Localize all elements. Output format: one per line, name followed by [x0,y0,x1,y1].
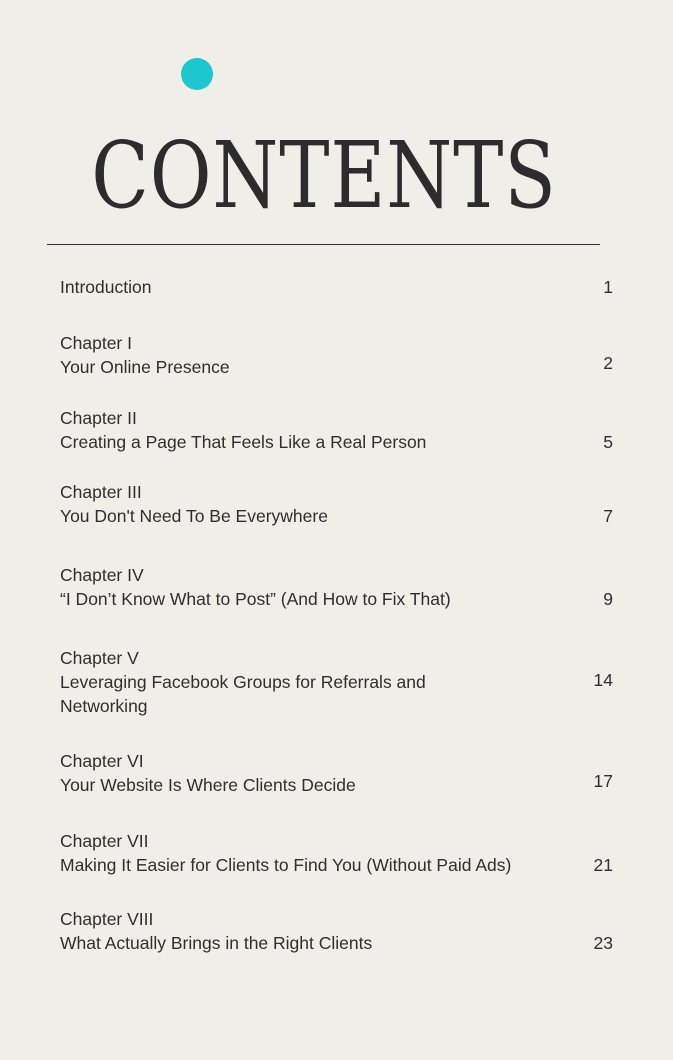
toc-entry-title-continued: Networking [60,696,148,716]
toc-entry-chapter: Chapter I [60,333,132,353]
toc-entry-page: 1 [603,277,613,297]
toc-entry-chapter: Chapter VI [60,751,144,771]
toc-entry-page: 21 [593,855,613,875]
toc-entry-page: 2 [603,353,613,373]
toc-entry-chapter: Chapter VII [60,831,149,851]
toc-entry-title: Introduction [60,277,152,297]
toc-entry-title: “I Don’t Know What to Post” (And How to Fix That) [60,589,451,609]
toc-entry-title: Creating a Page That Feels Like a Real Person [60,432,427,452]
toc-entry-title: What Actually Brings in the Right Clients [60,933,373,953]
toc-entry-chapter: Chapter II [60,408,137,428]
toc-entry-title: You Don't Need To Be Everywhere [60,506,328,526]
page-title: CONTENTS [91,122,557,229]
toc-entry-page: 23 [593,933,613,953]
toc-entry-page: 17 [593,771,613,791]
toc-entry-chapter: Chapter III [60,482,142,502]
toc-entry-title: Your Online Presence [60,357,230,377]
toc-entry-page: 9 [603,589,613,609]
toc-entry-page: 5 [603,432,613,452]
toc-entry-page: 7 [603,506,613,526]
toc-entry-title: Leveraging Facebook Groups for Referrals and [60,672,426,692]
toc-entry-title: Your Website Is Where Clients Decide [60,775,356,795]
toc-entry-title: Making It Easier for Clients to Find You (Without Paid Ads) [60,855,512,875]
toc-entry-chapter: Chapter V [60,648,139,668]
toc-entry-page: 14 [593,670,613,690]
toc-entry-chapter: Chapter IV [60,565,144,585]
toc-entry-chapter: Chapter VIII [60,909,154,929]
